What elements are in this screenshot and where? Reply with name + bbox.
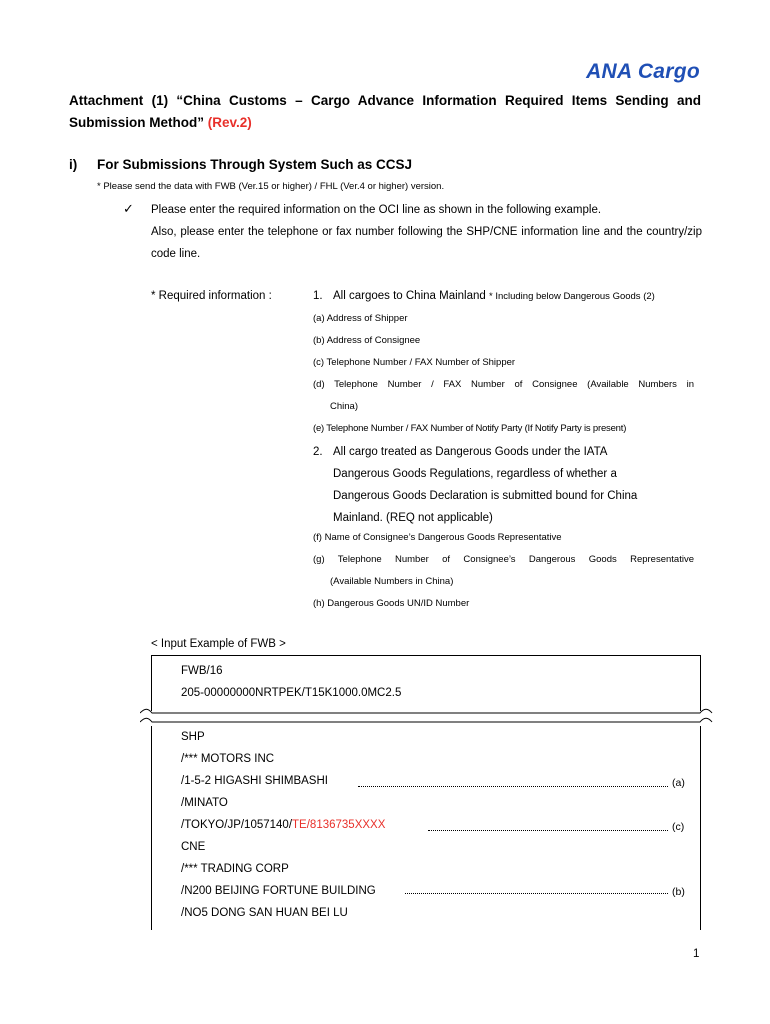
marker-c: (c): [672, 821, 685, 833]
item-g-continued: (Available Numbers in China): [330, 576, 454, 587]
shp-label: SHP: [181, 731, 205, 743]
item-f: (f) Name of Consignee’s Dangerous Goods Representative: [313, 532, 562, 543]
shp-city: /MINATO: [181, 797, 228, 809]
item-c: (c) Telephone Number / FAX Number of Shipper: [313, 357, 516, 368]
break-wave-lines: [140, 706, 715, 730]
check-icon: ✓: [123, 201, 134, 216]
group-2-line: Dangerous Goods Regulations, regardless of whether a: [333, 468, 617, 480]
instruction-paragraph: [151, 199, 702, 265]
group-2-line: Dangerous Goods Declaration is submitted bound for China: [333, 490, 638, 502]
cne-address: /N200 BEIJING FORTUNE BUILDING: [181, 885, 376, 897]
ana-cargo-logo: ANA Cargo: [586, 60, 700, 83]
item-e: (e) Telephone Number / FAX Number of Notify Party (If Notify Party is present): [313, 423, 627, 434]
page-number: 1: [693, 948, 700, 960]
example-box-right-border: [700, 655, 701, 711]
shp-name: /*** MOTORS INC: [181, 753, 275, 765]
item-d-continued: China): [330, 401, 358, 412]
required-info-label: * Required information :: [151, 290, 272, 302]
section-heading: [69, 157, 413, 172]
cne-label: CNE: [181, 841, 206, 853]
shp-location: /TOKYO/JP/1057140/TE/8136735XXXX: [181, 819, 386, 831]
group-1-title: All cargoes to China Mainland * Including below Dangerous Goods (2): [333, 290, 655, 302]
leader-dots-a: [358, 786, 668, 787]
shp-phone-red: TE/8136735XXXX: [292, 819, 386, 831]
item-a: (a) Address of Shipper: [313, 313, 408, 324]
requirement-group-1: [313, 290, 713, 306]
leader-dots-b: [405, 893, 668, 894]
item-b: (b) Address of Consignee: [313, 335, 421, 346]
instruction-line-1: Please enter the required information on the OCI line as shown in the following example.: [151, 204, 602, 216]
revision-label: (Rev.2): [207, 115, 252, 130]
group-1-number: 1.: [313, 290, 323, 302]
section-number: i): [69, 157, 78, 172]
cne-address-2: /NO5 DONG SAN HUAN BEI LU: [181, 907, 348, 919]
fwb-line-2: 205-00000000NRTPEK/T15K1000.0MC2.5: [181, 687, 402, 699]
leader-dots-c: [428, 830, 668, 831]
group-2-line: Mainland. (REQ not applicable): [333, 512, 493, 524]
input-example-title: < Input Example of FWB >: [151, 638, 286, 650]
marker-a: (a): [672, 777, 685, 789]
item-d: (d) Telephone Number / FAX Number of Consignee (Available Numbers in: [313, 379, 694, 390]
group-2-line: All cargo treated as Dangerous Goods under the IATA: [333, 446, 608, 458]
item-g: (g) Telephone Number of Consignee’s Dangerous Goods Representative: [313, 554, 694, 565]
cne-name: /*** TRADING CORP: [181, 863, 289, 875]
item-h: (h) Dangerous Goods UN/ID Number: [313, 598, 470, 609]
group-1-note: * Including below Dangerous Goods (2): [488, 291, 655, 302]
title-main: Attachment (1) “China Customs – Cargo Advance Information Required Items Sending and Submission Method”: [69, 93, 701, 130]
example-box-left-border-lower: [151, 726, 152, 930]
example-box-right-border-lower: [700, 726, 701, 930]
fwb-line-1: FWB/16: [181, 665, 223, 677]
instruction-line-2: Also, please enter the telephone or fax number following the SHP/CNE information line and the country/zip code line.: [151, 226, 702, 260]
version-note: * Please send the data with FWB (Ver.15 or higher) / FHL (Ver.4 or higher) version.: [97, 181, 445, 192]
marker-b: (b): [672, 886, 685, 898]
example-box-left-border: [151, 655, 152, 711]
example-box-top-border: [151, 655, 701, 656]
group-2-number: 2.: [313, 446, 323, 458]
section-title: For Submissions Through System Such as CCSJ: [97, 157, 413, 172]
shp-address: /1-5-2 HIGASHI SHIMBASHI: [181, 775, 328, 787]
document-title: [69, 90, 701, 134]
